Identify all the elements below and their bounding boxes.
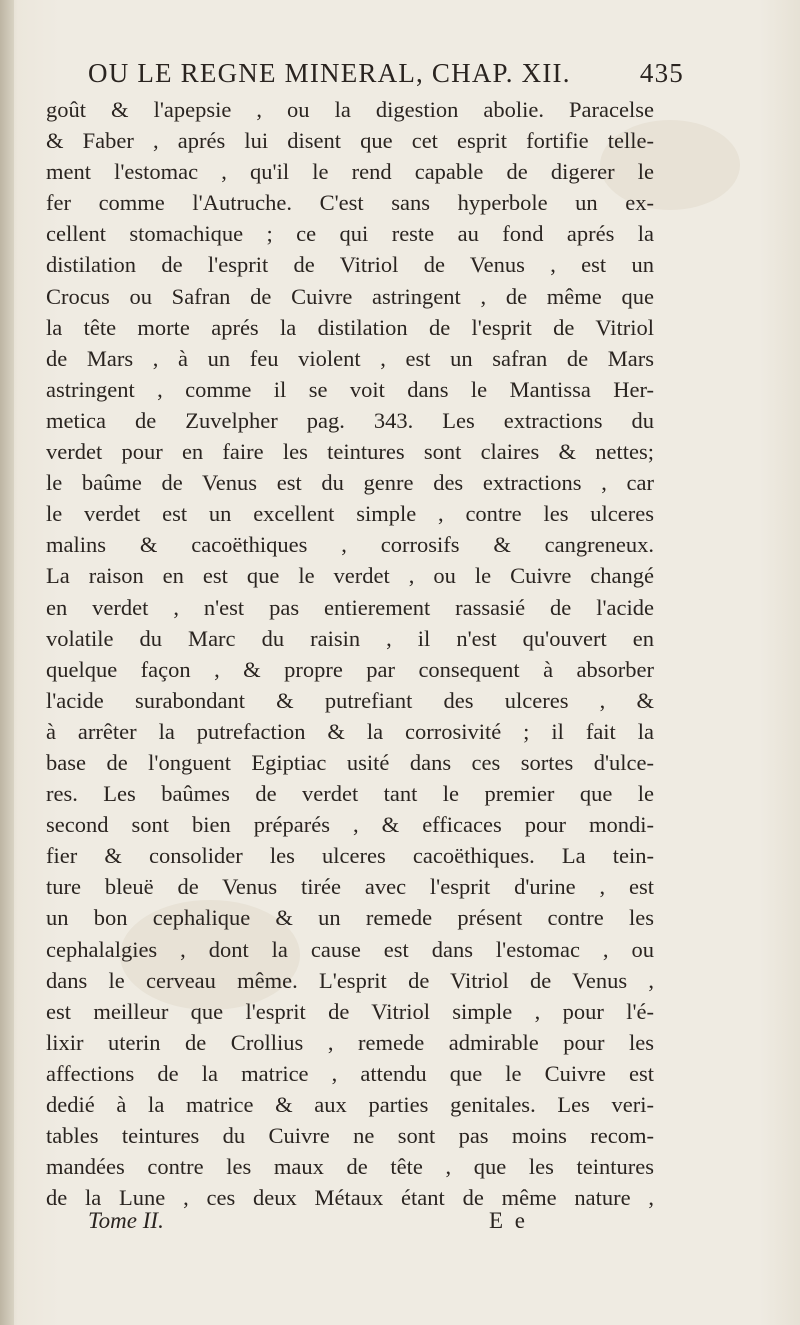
signature-mark: E e (488, 1208, 528, 1233)
volume-label: Tome II. (88, 1208, 164, 1233)
page-footer (88, 1208, 528, 1244)
text-line: l'acide surabondant & putrefiant des ulceres , & (46, 687, 654, 713)
running-header (88, 58, 688, 98)
text-line: lixir uterin de Crollius , remede admirable pour les (46, 1029, 654, 1055)
text-line: distilation de l'esprit de Vitriol de Venus , est un (46, 252, 654, 278)
text-line: cellent stomachique ; ce qui reste au fond aprés la (46, 221, 654, 247)
text-line: dedié à la matrice & aux parties genitales. Les veri- (46, 1092, 654, 1117)
page-number: 435 (639, 58, 684, 88)
text-line: affections de la matrice , attendu que le Cuivre est (46, 1060, 654, 1086)
text-line: le baûme de Venus est du genre des extractions , car (46, 470, 654, 496)
text-line: est meilleur que l'esprit de Vitriol simple , pour l'é- (46, 998, 654, 1024)
text-line: ture bleuë de Venus tirée avec l'esprit d'urine , est (46, 874, 654, 900)
text-line: cephalalgies , dont la cause est dans l'estomac , ou (46, 936, 654, 962)
text-line: malins & cacoëthiques , corrosifs & cangreneux. (46, 532, 654, 558)
text-line: volatile du Marc du raisin , il n'est qu'ouvert en (46, 625, 654, 651)
text-line: ment l'estomac , qu'il le rend capable de digerer le (46, 159, 654, 185)
text-line: metica de Zuvelpher pag. 343. Les extractions du (46, 407, 654, 433)
text-line: fier & consolider les ulceres cacoëthiques. La tein- (46, 843, 654, 869)
text-line: fer comme l'Autruche. C'est sans hyperbole un ex- (46, 190, 654, 216)
text-line: dans le cerveau même. L'esprit de Vitriol de Venus , (46, 967, 654, 993)
text-line: tables teintures du Cuivre ne sont pas moins recom- (46, 1123, 654, 1149)
running-title: OU LE REGNE MINERAL, CHAP. XII. (88, 58, 571, 88)
text-line: à arrêter la putrefaction & la corrosivité ; il fait la (46, 718, 654, 744)
text-line: en verdet , n'est pas entierement rassasié de l'acide (46, 594, 654, 620)
text-line: goût & l'apepsie , ou la digestion abolie. Paracelse (46, 97, 654, 122)
text-line: res. Les baûmes de verdet tant le premier que le (46, 781, 654, 807)
text-line: La raison en est que le verdet , ou le Cuivre changé (46, 563, 654, 589)
text-line: de la Lune , ces deux Métaux étant de même nature , (46, 1185, 654, 1211)
text-line: un bon cephalique & un remede présent contre les (46, 905, 654, 931)
text-line: verdet pour en faire les teintures sont claires & nettes; (46, 439, 654, 465)
text-line: de Mars , à un feu violent , est un safran de Mars (46, 345, 654, 371)
text-line: quelque façon , & propre par consequent à absorber (46, 656, 654, 682)
body-text (46, 94, 654, 1213)
page-binding-edge (0, 0, 14, 1325)
text-line: astringent , comme il se voit dans le Mantissa Her- (46, 376, 654, 402)
text-line: base de l'onguent Egiptiac usité dans ces sortes d'ulce- (46, 749, 654, 775)
text-line: & Faber , aprés lui disent que cet esprit fortifie telle- (46, 128, 654, 154)
text-line: le verdet est un excellent simple , contre les ulceres (46, 501, 654, 527)
text-line: mandées contre les maux de tête , que les teintures (46, 1154, 654, 1180)
text-line: Crocus ou Safran de Cuivre astringent , de même que (46, 283, 654, 309)
text-line: la tête morte aprés la distilation de l'esprit de Vitriol (46, 314, 654, 340)
text-line: second sont bien préparés , & efficaces pour mondi- (46, 812, 654, 838)
